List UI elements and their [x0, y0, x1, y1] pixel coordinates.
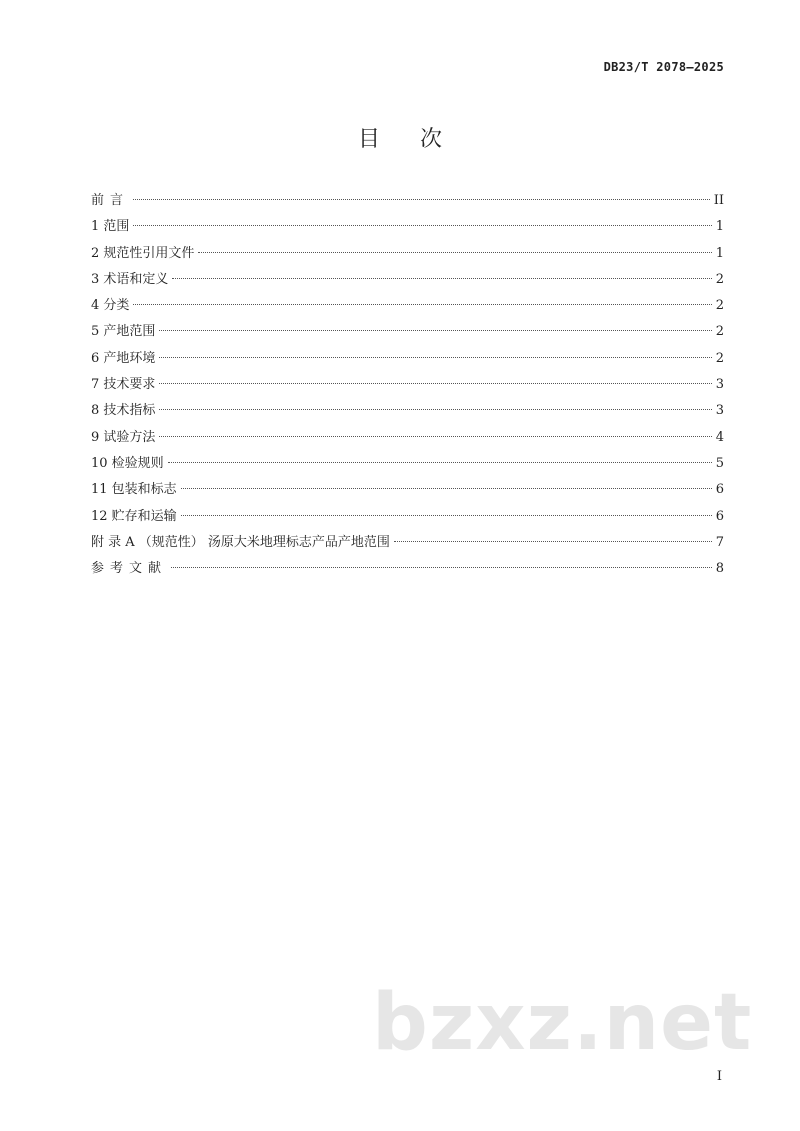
toc-entry-label: 11 包装和标志	[91, 482, 177, 498]
toc-dot-leader	[133, 304, 711, 305]
toc-dot-leader	[133, 225, 711, 226]
toc-entry[interactable]	[91, 451, 724, 477]
toc-entry-label: 8 技术指标	[91, 403, 156, 419]
toc-entry-label: 5 产地范围	[91, 324, 156, 340]
toc-entry[interactable]	[91, 530, 724, 556]
toc-entry-label: 10 检验规则	[91, 455, 164, 471]
toc-dot-leader	[133, 199, 710, 200]
toc-entry-label: 参考文献	[91, 561, 168, 577]
toc-entry-page: 3	[715, 377, 724, 393]
toc-entry[interactable]	[91, 319, 724, 345]
toc-dot-leader	[171, 567, 712, 568]
toc-dot-leader	[181, 488, 712, 489]
toc-entry-page: 6	[715, 482, 724, 498]
toc-dot-leader	[198, 252, 711, 253]
toc-entry[interactable]	[91, 372, 724, 398]
toc-dot-leader	[172, 278, 711, 279]
toc-entry[interactable]	[91, 556, 724, 582]
toc-entry-page: 2	[715, 324, 724, 340]
toc-entry-page: 1	[715, 219, 724, 235]
toc-entry-label: 3 术语和定义	[91, 271, 169, 287]
toc-entry-page: 1	[715, 245, 724, 261]
toc-entry[interactable]	[91, 214, 724, 240]
toc-entry[interactable]	[91, 504, 724, 530]
toc-dot-leader	[168, 462, 712, 463]
toc-entry[interactable]	[91, 241, 724, 267]
toc-dot-leader	[159, 383, 711, 384]
page-title: 目次	[357, 127, 482, 152]
toc-entry-label: 6 产地环境	[91, 350, 156, 366]
toc-entry-label: 1 范围	[91, 219, 130, 235]
toc-entry-label: 2 规范性引用文件	[91, 245, 195, 261]
toc-entry[interactable]	[91, 267, 724, 293]
toc-entry[interactable]	[91, 398, 724, 424]
toc-entry-label: 附 录 A （规范性） 汤原大米地理标志产品产地范围	[91, 534, 390, 550]
toc-entry[interactable]	[91, 188, 724, 214]
toc-entry-label: 前言	[91, 193, 130, 208]
toc-dot-leader	[394, 541, 712, 542]
toc-dot-leader	[159, 436, 711, 437]
toc-entry-page: 8	[715, 561, 724, 577]
toc-entry-page: 3	[715, 403, 724, 419]
table-of-contents	[91, 188, 724, 582]
toc-entry[interactable]	[91, 425, 724, 451]
toc-entry-label: 7 技术要求	[91, 377, 156, 393]
toc-dot-leader	[159, 330, 711, 331]
page-number: I	[716, 1069, 722, 1084]
toc-dot-leader	[159, 357, 711, 358]
toc-dot-leader	[181, 515, 712, 516]
toc-entry-label: 12 贮存和运输	[91, 508, 177, 524]
toc-entry-page: 5	[715, 455, 724, 471]
toc-entry-page: II	[713, 193, 724, 208]
toc-entry-label: 9 试验方法	[91, 429, 156, 445]
toc-entry-page: 4	[715, 429, 724, 445]
toc-entry-page: 7	[715, 534, 724, 550]
toc-entry-label: 4 分类	[91, 298, 130, 314]
toc-entry-page: 2	[715, 350, 724, 366]
toc-entry-page: 6	[715, 508, 724, 524]
toc-entry-page: 2	[715, 271, 724, 287]
toc-entry-page: 2	[715, 298, 724, 314]
watermark-logo: bzxz.net	[372, 978, 753, 1068]
toc-dot-leader	[159, 409, 711, 410]
standard-code: DB23/T 2078—2025	[603, 60, 724, 74]
toc-entry[interactable]	[91, 293, 724, 319]
toc-entry[interactable]	[91, 477, 724, 503]
toc-entry[interactable]	[91, 346, 724, 372]
